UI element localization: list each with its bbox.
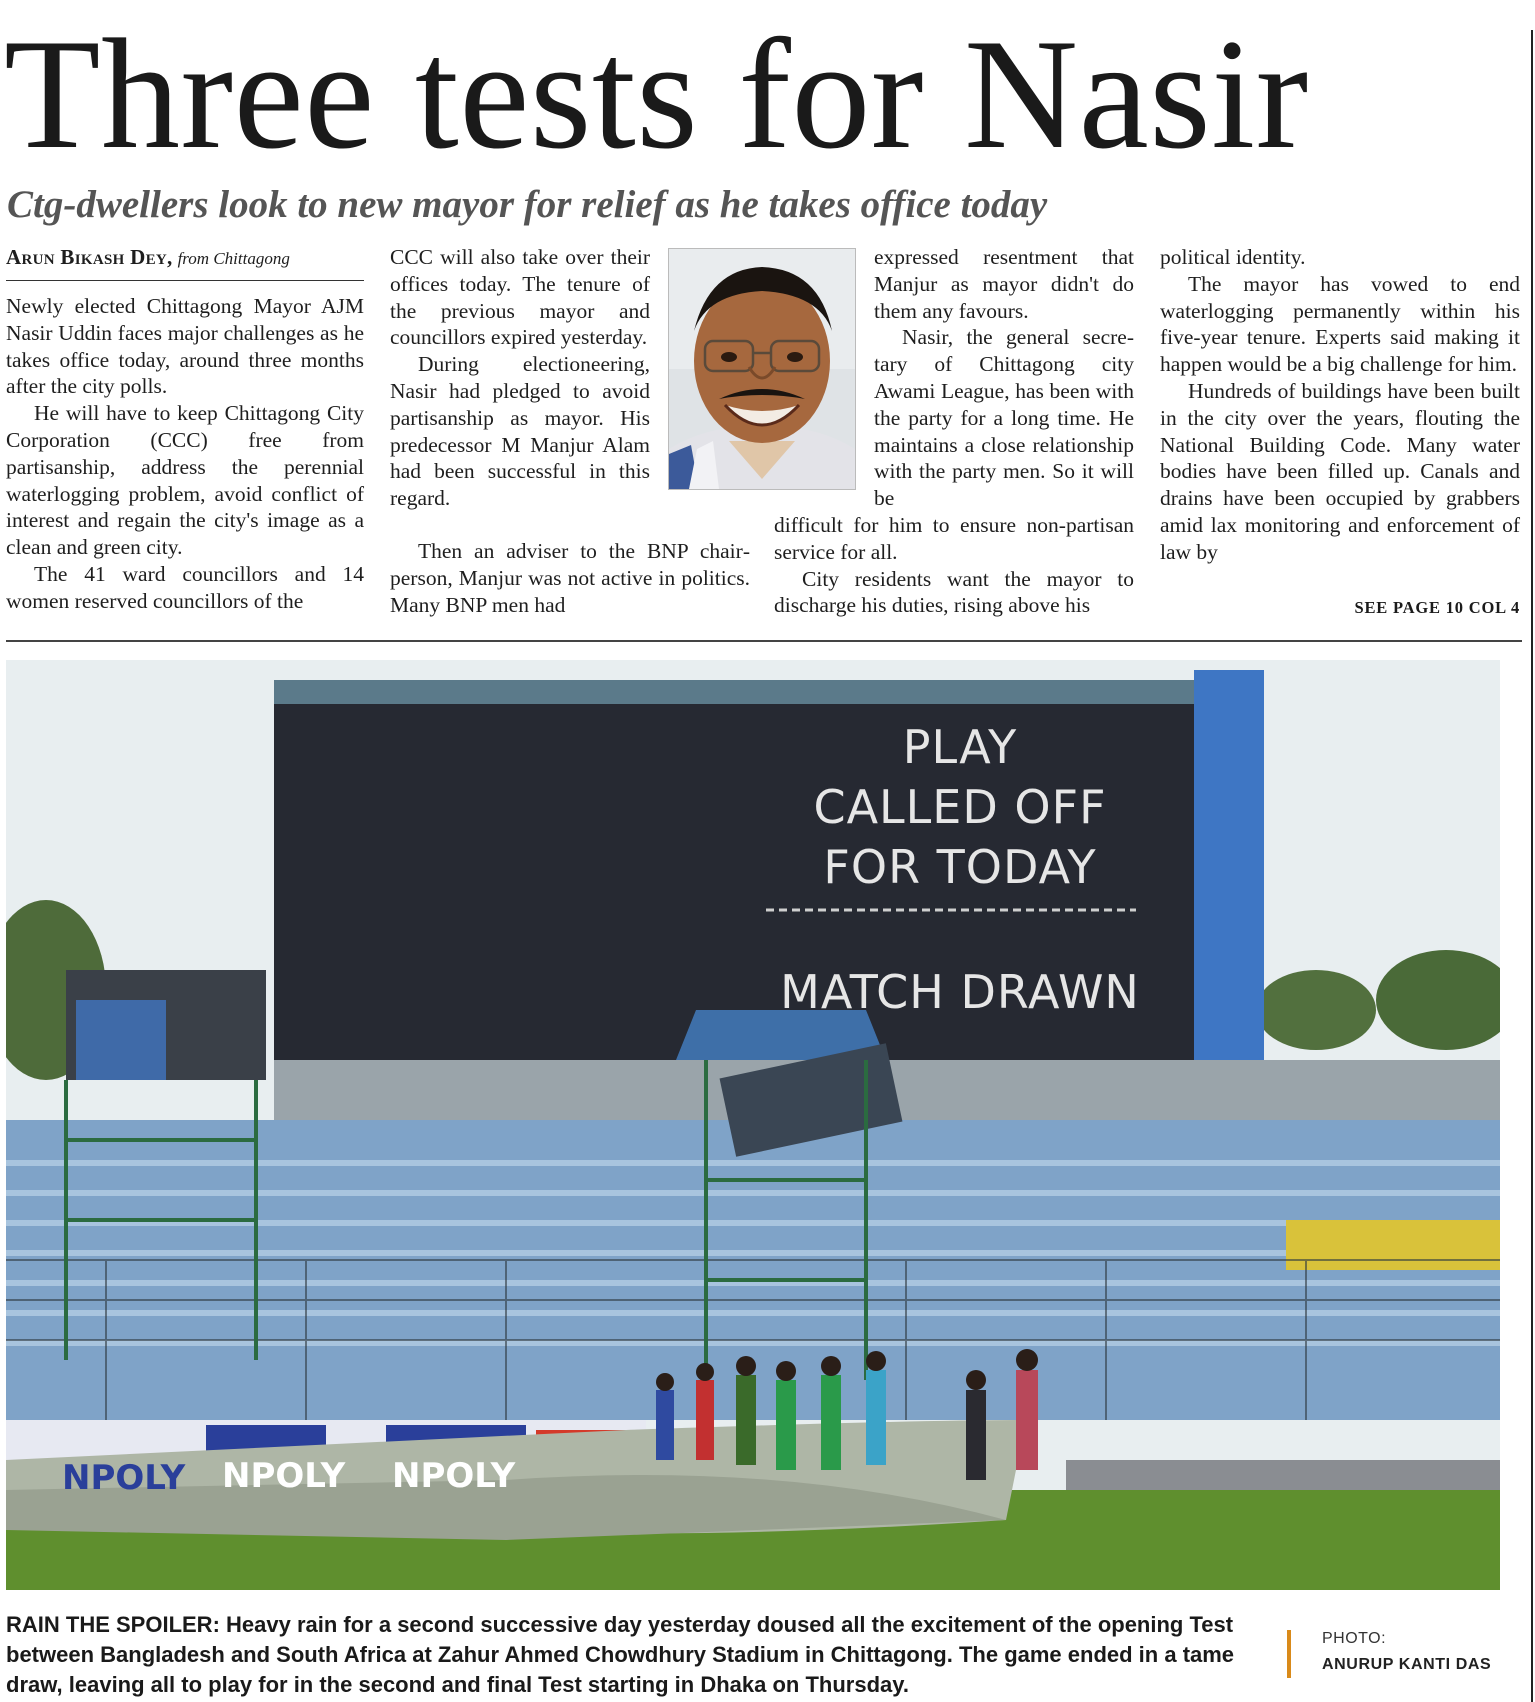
paragraph: He will have to keep Chittagong City Corporation (CCC) free from partisanship, address the perennial waterlogging problem, avoid conflict of interest and regain the city's image as a clean and green city. xyxy=(6,401,364,560)
photo-caption: RAIN THE SPOILER: Heavy rain for a second successive day yesterday doused all the excitement of the opening Test between Bangladesh and South Africa at Zahur Ahmed Chowdhury Stadium in Chittagong. The game ended in a tame draw, leaving all to play for in the second and final Test starting in Dhaka on Thursday. xyxy=(6,1612,1235,1697)
column-rule xyxy=(1531,30,1533,1702)
mayor-portrait-photo xyxy=(668,248,856,490)
ad-board-label: NPOLY xyxy=(392,1456,516,1496)
article-column-3-continued xyxy=(774,512,1134,619)
section-divider xyxy=(6,640,1522,642)
byline-location: from Chittagong xyxy=(177,249,290,268)
paragraph: CCC will also take over their offices today. The tenure of the previous mayor and councillors expired yesterday. xyxy=(390,245,650,350)
paragraph: political identity. xyxy=(1160,245,1306,269)
paragraph: Hundreds of buildings have been built in the city over the years, flouting the National Building Code. Many water bodies have been filled up. Canals and drains have been occupied by grabbers amid lax monitoring and enforcement of law by xyxy=(1160,378,1520,564)
paragraph: City residents want the mayor to discharge his duties, rising above his xyxy=(774,566,1134,618)
photo-credit-name: ANURUP KANTI DAS xyxy=(1322,1656,1492,1673)
scoreboard-line: PLAY xyxy=(902,720,1018,774)
paragraph: difficult for him to ensure non-partisan service for all. xyxy=(774,513,1134,564)
credit-accent-bar xyxy=(1287,1630,1291,1678)
article-column-3 xyxy=(874,244,1134,512)
article-column-2 xyxy=(390,244,650,512)
headline: Three tests for Nasir xyxy=(4,7,1309,182)
scoreboard-line: MATCH DRAWN xyxy=(780,965,1140,1019)
paragraph: Nasir, the general secretary of Chittagong city Awami League, has been with the party for a long time. He maintains a close relationship with the party men. So it will be xyxy=(874,325,1134,511)
article-column-1 xyxy=(6,244,364,615)
scoreboard-line: CALLED OFF xyxy=(813,780,1107,834)
article-column-2-continued xyxy=(390,538,750,618)
stadium-photo xyxy=(6,660,1500,1590)
paragraph: Newly elected Chittagong Mayor AJM Nasir Uddin faces major challenges as he takes office today, around three months after the city polls. xyxy=(6,294,364,399)
paragraph: The 41 ward councillors and 14 women reserved councillors of the xyxy=(6,561,364,613)
scoreboard-line: FOR TODAY xyxy=(823,840,1097,894)
paragraph: During electioneering, Nasir had pledged to avoid partisanship as mayor. His predecessor M Manjur Alam had been successful in this regard. xyxy=(390,352,650,511)
paragraph: The mayor has vowed to end waterlogging permanently within his five-year tenure. Experts said making it happen would be a big challenge for him. xyxy=(1160,271,1520,377)
ad-board-label: NPOLY xyxy=(62,1458,186,1498)
byline xyxy=(6,244,364,281)
ad-board-label: NPOLY xyxy=(222,1456,346,1496)
byline-name: Arun Bikash Dey, xyxy=(6,245,173,269)
article-column-4 xyxy=(1160,244,1520,566)
photo-credit-label: PHOTO: xyxy=(1322,1630,1387,1647)
paragraph: Then an adviser to the BNP chairperson, Manjur was not active in politics. Many BNP men had xyxy=(390,539,750,617)
paragraph: expressed resentment that Manjur as mayor didn't do them any favours. xyxy=(874,245,1134,323)
jump-line: SEE PAGE 10 COL 4 xyxy=(1354,598,1520,617)
subheadline: Ctg-dwellers look to new mayor for relief as he takes office today xyxy=(7,183,1048,226)
